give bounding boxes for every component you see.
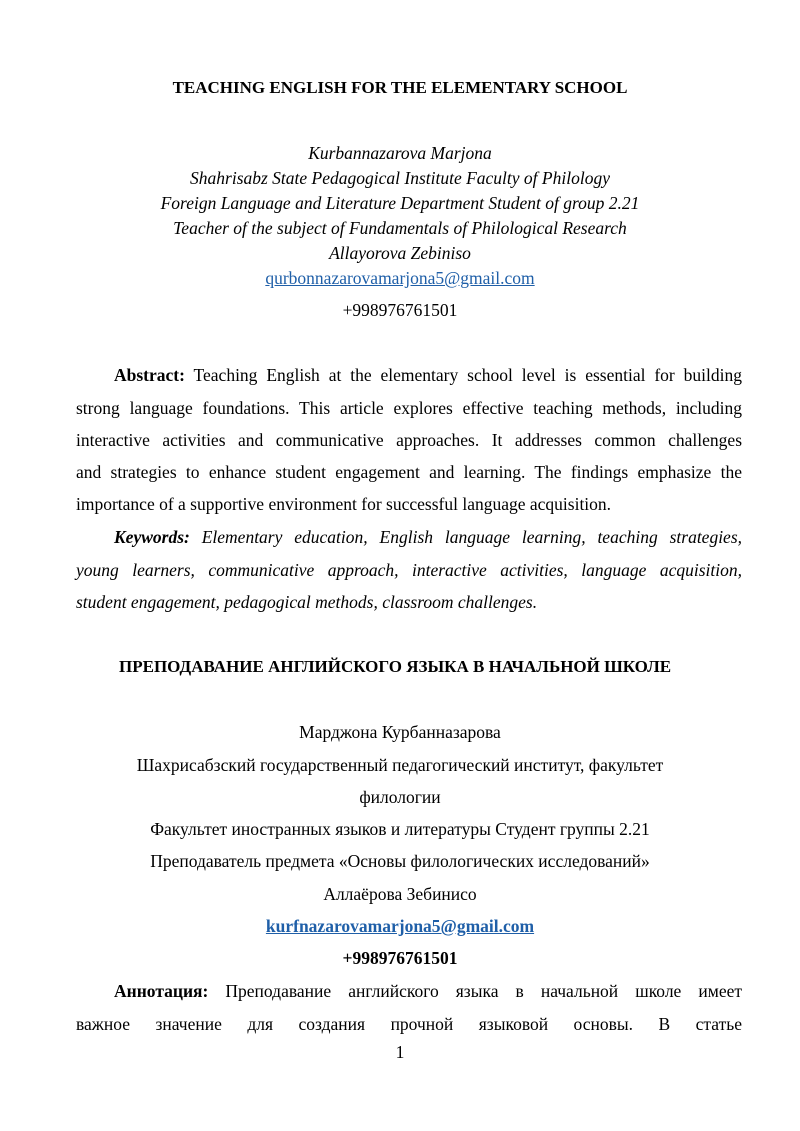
annotation-line-2: важное значение для создания прочной языковой основы. В статье (76, 1014, 742, 1034)
annotation-label: Аннотация: (114, 981, 209, 1001)
ru-author-email-link[interactable]: kurfnazarovamarjona5@gmail.com (265, 916, 535, 936)
abstract-line-3: interactive activities and communicative approaches. It addresses common challenges (76, 430, 742, 450)
abstract-line-1: Abstract: Teaching English at the elementary school level is essential for building (114, 365, 742, 385)
page-number: 1 (395, 1042, 405, 1062)
ru-author-name: Марджона Курбанназарова (299, 722, 501, 742)
author-name: Kurbannazarova Marjona (308, 143, 492, 163)
supervisor-name: Allayorova Zebiniso (329, 243, 471, 263)
keywords-line-3: student engagement, pedagogical methods, classroom challenges. (76, 592, 538, 612)
ru-author-phone: +998976761501 (342, 948, 458, 968)
author-phone: +998976761501 (342, 300, 458, 320)
abstract-line-2: strong language foundations. This article explores effective teaching methods, including (76, 398, 742, 418)
ru-department: Факультет иностранных языков и литературы Студент группы 2.21 (150, 819, 650, 839)
keywords-line-1: Keywords: Elementary education, English language learning, teaching strategies, (114, 527, 743, 547)
english-title: TEACHING ENGLISH FOR THE ELEMENTARY SCHOOL (172, 78, 628, 97)
ru-supervisor-name: Аллаёрова Зебинисо (323, 884, 477, 904)
abstract-label: Abstract: (114, 365, 185, 385)
abstract-line-4: and strategies to enhance student engagement and learning. The findings emphasize the (76, 462, 742, 482)
author-department: Foreign Language and Literature Department Student of group 2.21 (160, 193, 640, 213)
supervisor-role: Teacher of the subject of Fundamentals of Philological Research (173, 218, 627, 238)
russian-title: ПРЕПОДАВАНИЕ АНГЛИЙСКОГО ЯЗЫКА В НАЧАЛЬНОЙ ШКОЛЕ (119, 657, 672, 676)
ru-affiliation-line-2: филологии (359, 787, 441, 807)
keywords-label: Keywords: (114, 527, 190, 547)
author-email-link[interactable]: qurbonnazarovamarjona5@gmail.com (265, 268, 535, 288)
annotation-line-1: Аннотация: Преподавание английского языка в начальной школе имеет (114, 981, 742, 1001)
keywords-line-2: young learners, communicative approach, interactive activities, language acquisition, (76, 560, 742, 580)
author-affiliation: Shahrisabz State Pedagogical Institute Faculty of Philology (190, 168, 610, 188)
ru-affiliation-line-1: Шахрисабзский государственный педагогический институт, факультет (136, 755, 664, 775)
abstract-line-5: importance of a supportive environment for successful language acquisition. (76, 494, 612, 514)
ru-supervisor-role: Преподаватель предмета «Основы филологических исследований» (150, 851, 650, 871)
